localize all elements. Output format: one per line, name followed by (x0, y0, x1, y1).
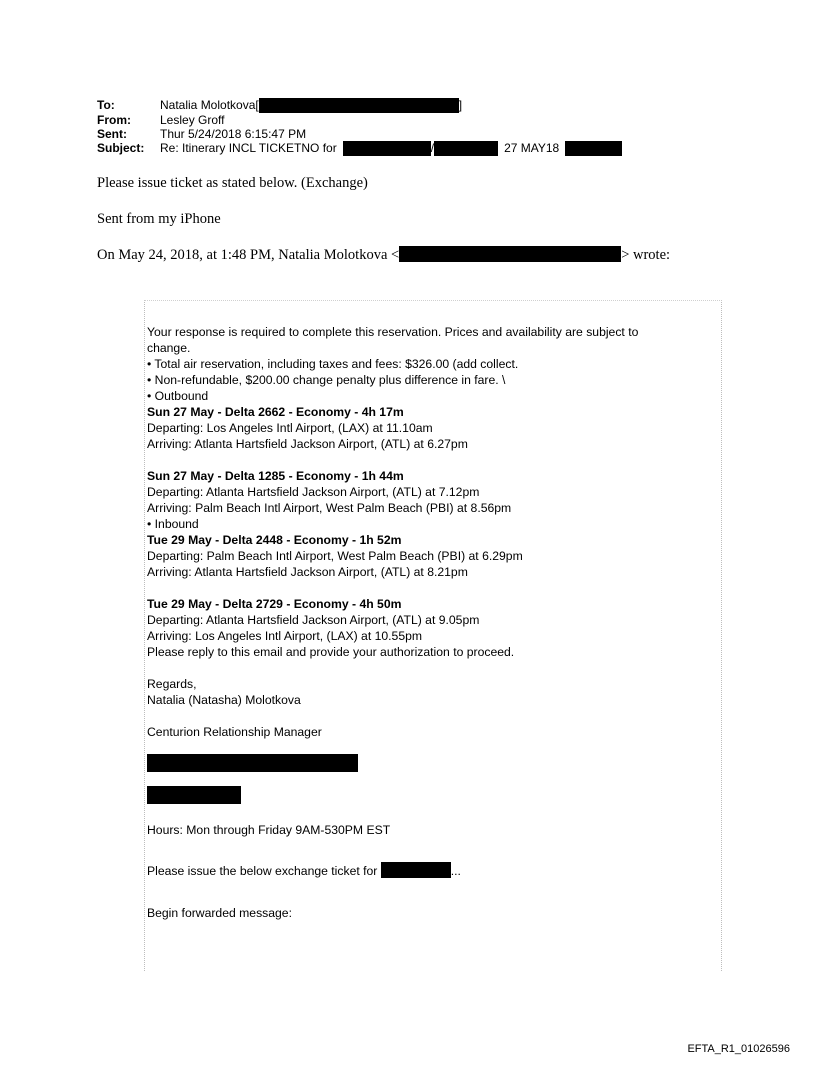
wrote-prefix: On May 24, 2018, at 1:48 PM, Natalia Molotkova < (97, 247, 400, 263)
subject-label: Subject: (97, 141, 145, 155)
flight3-departing: Departing: Palm Beach Intl Airport, West Palm Beach (PBI) at 6.29pm (147, 549, 523, 563)
flight2-arriving: Arriving: Palm Beach Intl Airport, West Palm Beach (PBI) at 8.56pm (147, 501, 512, 515)
flight2-departing: Departing: Atlanta Hartsfield Jackson Airport, (ATL) at 7.12pm (147, 485, 480, 499)
to-label: To: (97, 98, 115, 112)
wrote-line (97, 246, 670, 264)
sent-label: Sent: (97, 127, 127, 141)
flight4-title: Tue 29 May - Delta 2729 - Economy - 4h 50m (147, 597, 402, 611)
intro-line2: change. (147, 341, 191, 355)
hours: Hours: Mon through Friday 9AM-530PM EST (147, 823, 391, 837)
flight3-title: Tue 29 May - Delta 2448 - Economy - 1h 52m (147, 533, 402, 547)
document-id: EFTA_R1_01026596 (687, 1043, 790, 1055)
bullet-refund: • Non-refundable, $200.00 change penalty plus difference in fare. \ (147, 373, 506, 387)
forwarded-message: Begin forwarded message: (147, 906, 292, 920)
subject-slash: / (430, 141, 435, 155)
reply-line-issue: Please issue ticket as stated below. (Exchange) (97, 175, 368, 191)
sent-value: Thur 5/24/2018 6:15:47 PM (160, 127, 307, 141)
subject-row (97, 141, 622, 156)
bullet-outbound: • Outbound (147, 389, 209, 403)
redaction-block (434, 141, 498, 156)
flight1-title: Sun 27 May - Delta 2662 - Economy - 4h 17m (147, 405, 404, 419)
quoted-message-body (147, 324, 723, 921)
bullet-total: • Total air reservation, including taxes and fees: $326.00 (add collect. (147, 357, 519, 371)
flight1-arriving: Arriving: Atlanta Hartsfield Jackson Airport, (ATL) at 6.27pm (147, 437, 468, 451)
email-header (97, 98, 622, 156)
exchange-request (147, 862, 723, 879)
exchange-suffix: ... (450, 864, 461, 878)
redaction-block (399, 246, 621, 262)
flight2-title: Sun 27 May - Delta 1285 - Economy - 1h 44m (147, 469, 404, 483)
bullet-inbound: • Inbound (147, 517, 199, 531)
wrote-suffix: > wrote: (621, 247, 671, 263)
flight4-arriving: Arriving: Los Angeles Intl Airport, (LAX) at 10.55pm (147, 629, 423, 643)
exchange-prefix: Please issue the below exchange ticket for (147, 864, 378, 878)
sent-row (97, 127, 622, 141)
signature-title: Centurion Relationship Manager (147, 725, 322, 739)
flight4-departing: Departing: Atlanta Hartsfield Jackson Airport, (ATL) at 9.05pm (147, 613, 480, 627)
regards: Regards, (147, 677, 197, 691)
flight1-departing: Departing: Los Angeles Intl Airport, (LAX) at 11.10am (147, 421, 433, 435)
redaction-block (343, 141, 431, 156)
redaction-block (147, 786, 241, 804)
subject-prefix: Re: Itinerary INCL TICKETNO for (160, 141, 337, 155)
to-row (97, 98, 622, 113)
subject-date: 27 MAY18 (504, 141, 560, 155)
from-label: From: (97, 113, 131, 127)
redaction-block (565, 141, 622, 156)
intro-line1: Your response is required to complete this reservation. Prices and availability are subject to (147, 325, 639, 339)
redaction-block (147, 754, 358, 772)
to-value: Natalia Molotkova[ (160, 98, 259, 112)
reply-request: Please reply to this email and provide your authorization to proceed. (147, 645, 515, 659)
to-close: ] (458, 98, 463, 112)
from-value: Lesley Groff (160, 113, 225, 127)
reply-line-iphone: Sent from my iPhone (97, 211, 221, 227)
flight3-arriving: Arriving: Atlanta Hartsfield Jackson Airport, (ATL) at 8.21pm (147, 565, 468, 579)
redaction-block (259, 98, 459, 113)
redaction-block (381, 862, 451, 878)
signature-name: Natalia (Natasha) Molotkova (147, 693, 301, 707)
from-row (97, 113, 622, 127)
